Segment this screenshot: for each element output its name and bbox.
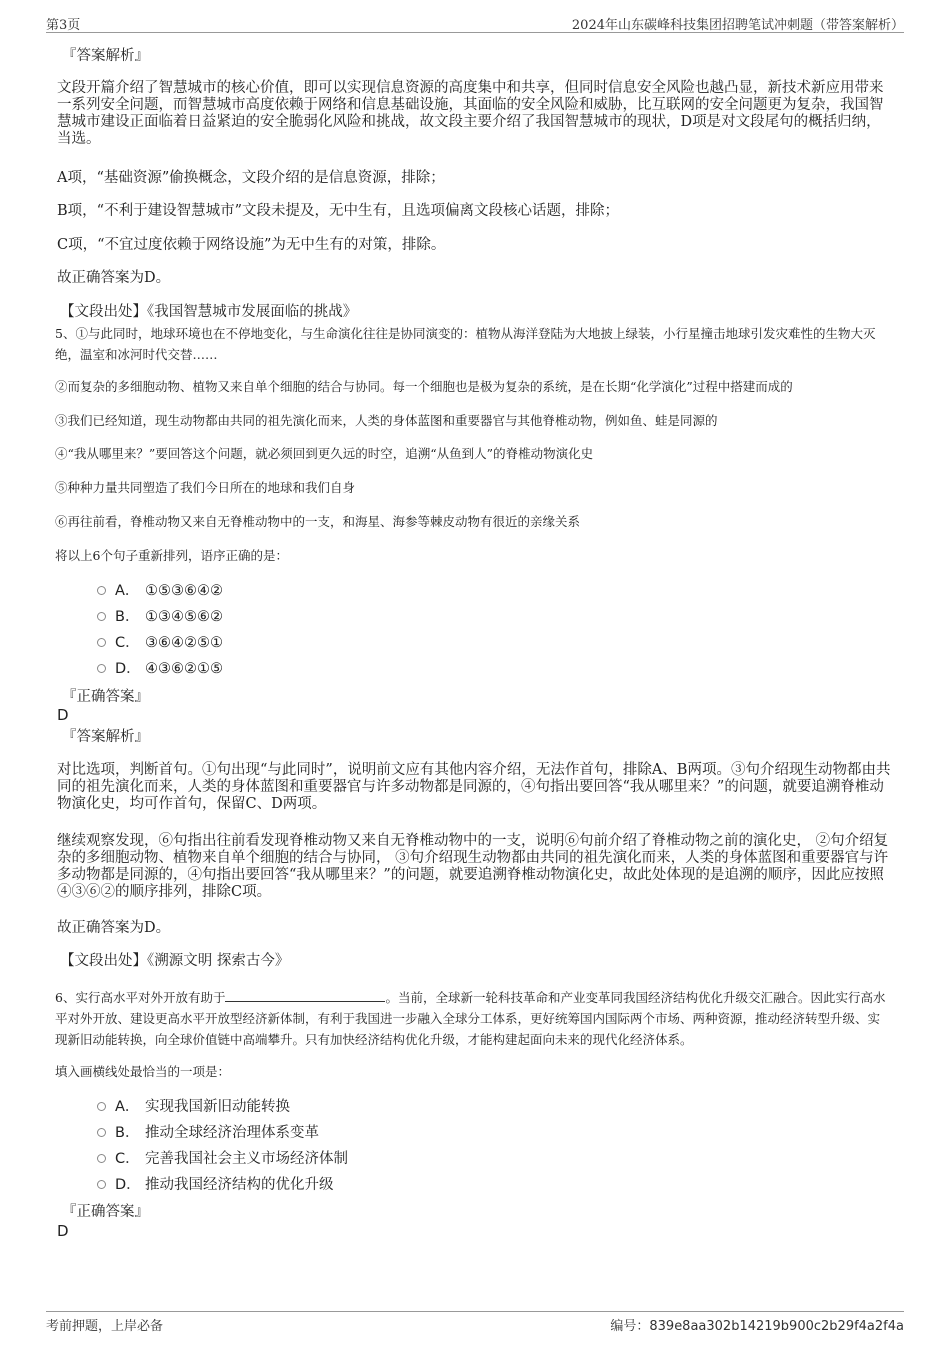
q5-analysis-paragraph-1: 对比选项，判断首句。①句出现“与此同时”，说明前文应有其他内容介绍，无法作首句，排除A、B两项。③句介绍现生动物都由共同的祖先演化而来，人类的身体蓝图和重要器官与许多动物都是同源的，④句指出要回答“我从哪里来？”的问题，就要追溯脊椎动物演化史，均可作首句，保留C、D两项。: [57, 762, 891, 812]
q4-analysis-option-a: A项，“基础资源”偷换概念，文段介绍的是信息资源，排除；: [57, 170, 445, 186]
q6-prompt: 填入画横线处最恰当的一项是：: [55, 1064, 231, 1079]
page-footer: [46, 1311, 904, 1334]
radio-button-icon[interactable]: [97, 638, 106, 647]
q5-stem-6: ⑥再往前看，脊椎动物又来自无脊椎动物中的一支，和海星、海参等棘皮动物有很近的亲缘关系: [55, 514, 581, 529]
fill-in-blank: [225, 987, 385, 1002]
page-number: 第3页: [46, 18, 81, 33]
radio-button-icon[interactable]: [97, 612, 106, 621]
q5-analysis-label: 『答案解析』: [62, 729, 149, 745]
q5-conclusion: 故正确答案为D。: [57, 920, 171, 936]
radio-button-icon[interactable]: [97, 1154, 106, 1163]
q5-analysis-paragraph-2: 继续观察发现，⑥句指出往前看发现脊椎动物又来自无脊椎动物中的一支，说明⑥句前介绍了脊椎动物之前的演化史， ②句介绍复杂的多细胞动物、植物来自单个细胞的结合与协同， ③句介绍现生动物都由共同的祖先演化而来，人类的身体蓝图和重要器官与许多动物都是同源的，④句指出要回答“我从哪里来？”的问题，就要追溯脊椎动物演化史，故此处体现的是追溯的顺序，因此应按照④③⑥②的顺序排列，排除C项。: [57, 833, 889, 900]
q6-option-d[interactable]: D． 推动我国经济结构的优化升级: [97, 1175, 334, 1195]
q4-conclusion: 故正确答案为D。: [57, 270, 171, 286]
q6-answer: D: [57, 1222, 69, 1240]
q4-analysis-option-b: B项，“不利于建设智慧城市”文段未提及，无中生有，且选项偏离文段核心话题，排除；: [57, 203, 619, 219]
q5-stem-2: ②而复杂的多细胞动物、植物又来自单个细胞的结合与协同。每一个细胞也是极为复杂的系统，是在长期“化学演化”过程中搭建而成的: [55, 379, 793, 394]
footer-slogan: 考前押题，上岸必备: [46, 1319, 164, 1334]
q5-stem-3: ③我们已经知道，现生动物都由共同的祖先演化而来，人类的身体蓝图和重要器官与其他脊椎动物，例如鱼、蛙是同源的: [55, 413, 718, 428]
q5-option-a[interactable]: A． ①⑤③⑥④②: [97, 581, 223, 601]
radio-button-icon[interactable]: [97, 1102, 106, 1111]
q5-stem-5: ⑤种种力量共同塑造了我们今日所在的地球和我们自身: [55, 480, 356, 495]
radio-button-icon[interactable]: [97, 1128, 106, 1137]
q6-option-c[interactable]: C． 完善我国社会主义市场经济体制: [97, 1149, 348, 1169]
q6-stem: 6、实行高水平对外开放有助于 。当前，全球新一轮科技革命和产业变革同我国经济结构优化升级交汇融合。因此实行高水平对外开放、建设更高水平开放型经济新体制，有利于我国进一步融入全球分工体系，更好统筹国内国际两个市场、两种资源，推动经济转型升级、实现新旧动能转换，向全球价值链中高端攀升。只有加快经济结构优化升级，才能构建起面向未来的现代化经济体系。: [55, 987, 891, 1050]
q6-option-a[interactable]: A． 实现我国新旧动能转换: [97, 1097, 290, 1117]
document-title: 2024年山东碳峰科技集团招聘笔试冲刺题（带答案解析）: [571, 18, 904, 33]
radio-button-icon[interactable]: [97, 586, 106, 595]
q4-analysis-paragraph: 文段开篇介绍了智慧城市的核心价值，即可以实现信息资源的高度集中和共享，但同时信息安全风险也越凸显，新技术新应用带来一系列安全问题，而智慧城市高度依赖于网络和信息基础设施，其面临的安全风险和威胁，比互联网的安全问题更为复杂，我国智慧城市建设正面临着日益紧迫的安全脆弱化风险和挑战，故文段主要介绍了我国智慧城市的现状，D项是对文段尾句的概括归纳，当选。: [57, 80, 884, 147]
q5-option-c[interactable]: C． ③⑥④②⑤①: [97, 633, 223, 653]
q4-analysis-option-c: C项，“不宜过度依赖于网络设施”为无中生有的对策，排除。: [57, 237, 446, 253]
q5-stem-4: ④“我从哪里来？”要回答这个问题，就必须回到更久远的时空，追溯“从鱼到人”的脊椎动物演化史: [55, 446, 594, 461]
q5-answer: D: [57, 706, 69, 724]
radio-button-icon[interactable]: [97, 664, 106, 673]
q5-stem-1: 5、①与此同时，地球环境也在不停地变化，与生命演化往往是协同演变的：植物从海洋登陆为大地披上绿装，小行星撞击地球引发灾难性的生物大灭绝，温室和冰河时代交替……: [55, 326, 876, 362]
q5-option-d[interactable]: D． ④③⑥②①⑤: [97, 659, 223, 679]
q4-analysis-label: 『答案解析』: [62, 48, 149, 64]
q6-option-b[interactable]: B． 推动全球经济治理体系变革: [97, 1123, 319, 1143]
q5-source: 【文段出处】《溯源文明 探索古今》: [60, 953, 290, 969]
q5-answer-label: 『正确答案』: [62, 689, 149, 705]
footer-code: 编号：839e8aa302b14219b900c2b29f4a2f4a: [610, 1319, 904, 1334]
q5-option-b[interactable]: B． ①③④⑤⑥②: [97, 607, 223, 627]
page-header: [46, 12, 904, 33]
q5-prompt: 将以上6个句子重新排列，语序正确的是：: [55, 548, 288, 563]
q4-source: 【文段出处】《我国智慧城市发展面临的挑战》: [60, 304, 358, 320]
radio-button-icon[interactable]: [97, 1180, 106, 1189]
q6-answer-label: 『正确答案』: [62, 1204, 149, 1220]
